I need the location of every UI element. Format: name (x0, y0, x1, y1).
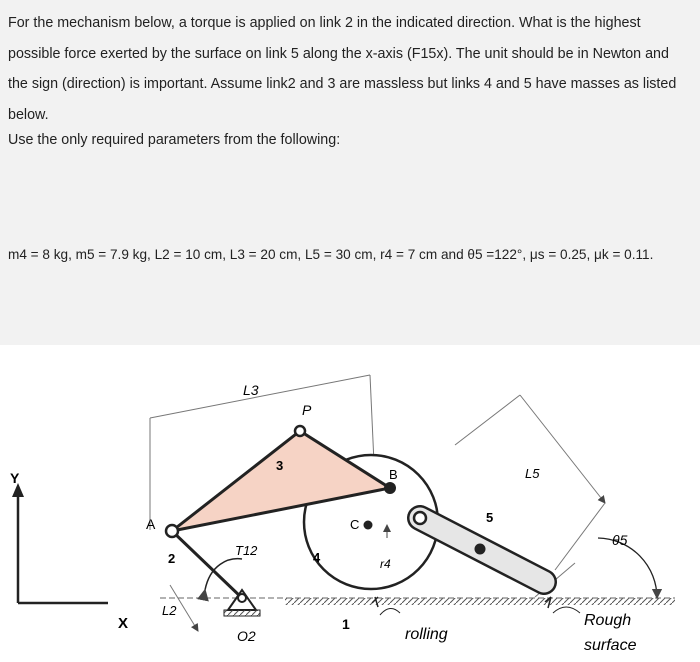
y-axis-label: Y (10, 470, 20, 486)
mechanism-diagram (0, 345, 700, 662)
center-C-point (364, 521, 373, 530)
link-5-label: 5 (486, 510, 494, 525)
L5-label: L5 (525, 466, 540, 481)
joint-B (384, 482, 396, 494)
link-2-label: 2 (168, 551, 176, 566)
L2-label: L2 (162, 603, 177, 618)
rolling-label: rolling (405, 626, 448, 643)
r4-label: r4 (380, 557, 391, 571)
point-P (295, 426, 305, 436)
L3-label: L3 (243, 382, 259, 398)
point-B-label: B (389, 467, 398, 482)
link-1-label: 1 (342, 616, 350, 632)
link-3-label: 3 (276, 458, 284, 473)
link-5-pivot (414, 512, 426, 524)
point-C-label: C (350, 517, 360, 532)
problem-statement: For the mechanism below, a torque is applied on link 2 in the indicated direction. What is the highest possible force exerted by the surface on link 5 along the x-axis (F15x). The unit should be in Newton and the sign (direction) is important. Assume link2 and 3 are massless but links 4 and 5 have masses as listed below. (8, 15, 677, 123)
parameters-text: m4 = 8 kg, m5 = 7.9 kg, L2 = 10 cm, L3 = 20 cm, L5 = 30 cm, r4 = 7 cm and θ5 =122°, μs = 0.25, μk = 0.11. (8, 247, 654, 262)
O2-label: O2 (237, 628, 256, 644)
x-axis-label: X (118, 615, 129, 632)
theta5-label: θ5 (612, 532, 628, 548)
point-P-label: P (302, 402, 312, 418)
instruction-text: Use the only required parameters from the following: (8, 132, 341, 148)
link-4-label: 4 (313, 550, 321, 565)
T12-label: T12 (235, 543, 258, 558)
surface-label: surface (584, 637, 637, 654)
link-5-mass-center (475, 544, 486, 555)
point-A-label: A (146, 516, 156, 532)
joint-A (166, 525, 178, 537)
rough-label: Rough (584, 612, 632, 629)
